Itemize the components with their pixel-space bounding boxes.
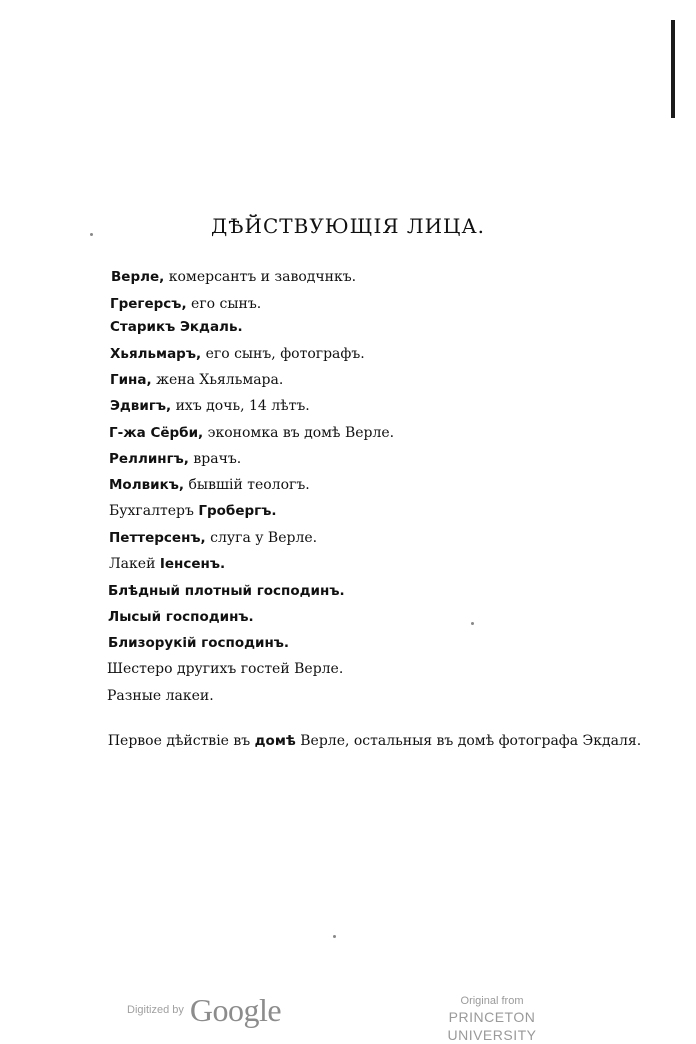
character-name: Верле, xyxy=(111,269,165,285)
cast-item xyxy=(110,395,310,417)
cast-item xyxy=(108,580,345,602)
page-edge-mark xyxy=(671,20,675,118)
setting-note xyxy=(107,731,642,752)
setting-note-text: Первое дѣйствіе въ xyxy=(107,733,255,749)
character-description: бывшій теологъ. xyxy=(184,477,310,493)
character-name: Гина, xyxy=(110,372,152,388)
character-name: Петтерсенъ, xyxy=(109,530,206,546)
character-description: ихъ дочь, 14 лѣтъ. xyxy=(171,398,310,414)
scan-speck xyxy=(333,935,336,938)
character-name: Гробергъ. xyxy=(198,503,277,519)
cast-prefix: Лакей xyxy=(109,556,160,572)
character-description: его сынъ, фотографъ. xyxy=(201,346,365,362)
cast-item xyxy=(110,293,261,315)
cast-item xyxy=(109,448,241,470)
scan-speck xyxy=(471,622,474,625)
character-description: жена Хьяльмара. xyxy=(151,372,284,388)
cast-item xyxy=(110,369,283,391)
cast-item xyxy=(109,474,310,496)
cast-item xyxy=(110,343,365,365)
cast-item xyxy=(108,632,289,654)
character-name: Г-жа Сёрби, xyxy=(109,425,204,441)
cast-prefix: Бухгалтеръ xyxy=(109,503,199,519)
cast-item xyxy=(108,606,254,628)
character-name: Хьяльмаръ, xyxy=(110,346,202,362)
character-name: Грегерсъ, xyxy=(110,296,187,312)
character-description: экономка въ домѣ Верле. xyxy=(203,425,395,441)
page-title: ДѢЙСТВУЮЩІЯ ЛИЦА. xyxy=(211,214,485,238)
character-name: Блѣдный плотный господинъ. xyxy=(108,583,345,599)
character-description: его сынъ. xyxy=(186,296,262,312)
character-name: Эдвигъ, xyxy=(110,398,172,414)
character-name: Старикъ Экдаль. xyxy=(110,319,243,335)
character-name: Молвикъ, xyxy=(109,477,185,493)
cast-item xyxy=(110,316,243,338)
character-name: Реллингъ, xyxy=(109,451,189,467)
cast-item xyxy=(109,422,394,444)
google-logo: Google xyxy=(189,991,282,1028)
character-name: Лысый господинъ. xyxy=(108,609,254,625)
scan-speck xyxy=(90,233,93,236)
character-description: врачъ. xyxy=(188,451,242,467)
setting-note-emphasis: домѣ xyxy=(254,733,296,749)
cast-prefix: Разные лакеи. xyxy=(107,688,214,704)
character-description: комерсантъ и заводчнкъ. xyxy=(164,269,357,285)
cast-item xyxy=(111,266,356,288)
original-from-label: Original from xyxy=(460,995,524,1007)
institution-name: PRINCETON UNIVERSITY xyxy=(447,1009,537,1043)
character-description: слуга у Верле. xyxy=(205,530,318,546)
cast-item xyxy=(107,685,214,707)
cast-prefix: Шестеро другихъ гостей Верле. xyxy=(107,661,344,677)
character-name: Близорукій господинъ. xyxy=(108,635,290,651)
cast-item xyxy=(109,500,276,522)
cast-item xyxy=(107,658,343,680)
cast-item xyxy=(109,553,225,575)
digitized-by-label: Digitized by xyxy=(127,1004,184,1016)
digitized-by-google xyxy=(127,991,282,1028)
cast-item xyxy=(109,527,317,549)
character-name: Іенсенъ. xyxy=(159,556,226,572)
setting-note-text-end: Верле, остальныя въ домѣ фотографа Экдаля. xyxy=(295,733,642,749)
